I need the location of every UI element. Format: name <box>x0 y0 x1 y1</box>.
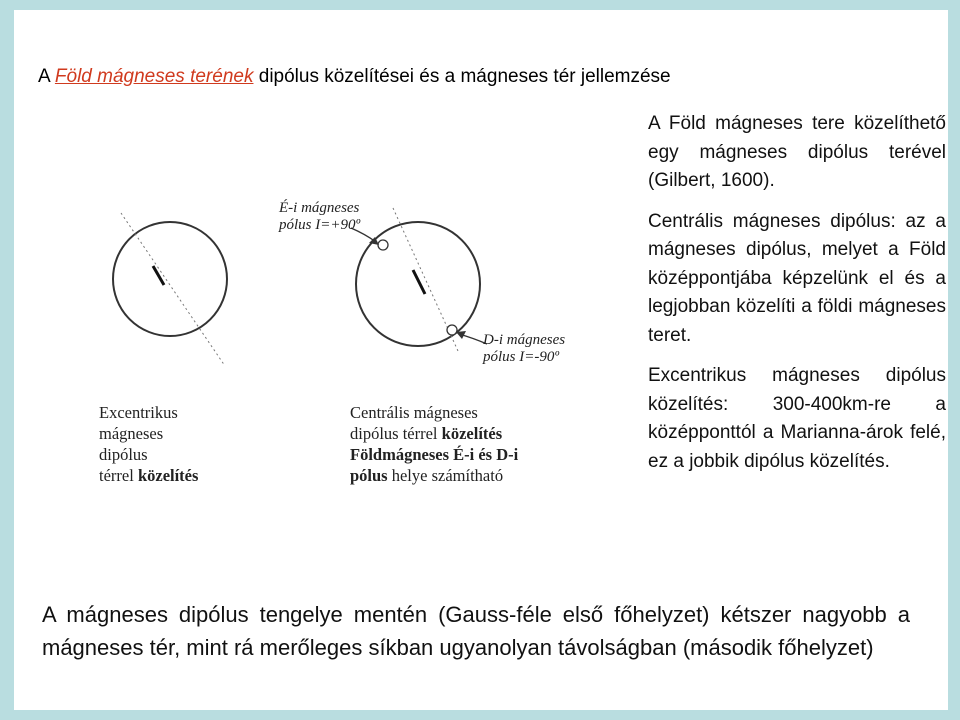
north-pole-label-line1: É-i mágneses <box>279 200 360 216</box>
side-paragraph-2: Centrális mágneses dipólus: az a mágneses dipólus, melyet a Föld középpontjába képzelünk el és a legjobban közelíti a földi mágneses teret. <box>648 210 946 346</box>
central-caption-line2 <box>350 423 518 444</box>
page-title <box>38 66 671 88</box>
south-pole-label-line1: D-i mágneses <box>483 332 566 348</box>
north-pole-label <box>279 200 360 234</box>
eccentric-caption-line4 <box>99 465 198 486</box>
eccentric-axis <box>121 213 225 366</box>
central-caption-line4-plain: helye számítható <box>391 466 504 485</box>
eccentric-caption-line2: mágneses <box>99 424 164 443</box>
central-caption <box>350 402 518 486</box>
central-caption-line2-plain: dipólus térrel <box>350 424 438 443</box>
eccentric-caption-plain: térrel <box>99 466 134 485</box>
title-link[interactable]: Föld mágneses terének <box>54 66 254 87</box>
south-pole-marker <box>447 325 457 335</box>
central-dipole <box>413 270 425 294</box>
north-pole-label-line2: pólus I=+90º <box>279 217 361 233</box>
south-pole-label <box>483 332 565 366</box>
eccentric-caption-line1: Excentrikus <box>99 403 178 422</box>
central-caption-line3: Földmágneses É-i és D-i <box>350 445 519 464</box>
bottom-text: A mágneses dipólus tengelye mentén (Gauss-féle első főhelyzet) kétszer nagyobb a mágneses tér, mint rá merőleges síkban ugyanolyan távolságban (második főhelyzet) <box>42 602 910 660</box>
eccentric-caption <box>99 402 198 486</box>
central-caption-line4 <box>350 465 518 486</box>
eccentric-caption-line3: dipólus <box>99 445 148 464</box>
side-paragraph-3: Excentrikus mágneses dipólus közelítés: 300-400km-re a középponttól a Marianna-árok felé, ez a jobbik dipólus közelítés. <box>648 365 946 472</box>
side-paragraph-1: A Föld mágneses tere közelíthető egy mágneses dipólus terével (Gilbert, 1600). <box>648 113 946 191</box>
eccentric-dipole <box>153 266 164 285</box>
side-text <box>648 110 946 488</box>
central-caption-line4-bold: pólus <box>350 466 388 485</box>
central-caption-line2-bold: közelítés <box>441 424 503 443</box>
south-pole-label-line2: pólus I=-90º <box>483 349 560 365</box>
title-rest: dipólus közelítései és a mágneses tér jellemzése <box>258 66 671 87</box>
north-pole-marker <box>378 240 388 250</box>
eccentric-globe <box>113 222 227 336</box>
eccentric-caption-bold: közelítés <box>137 466 199 485</box>
central-caption-line1: Centrális mágneses <box>350 403 478 422</box>
title-prefix: A <box>38 66 50 87</box>
dipole-figure <box>33 148 630 555</box>
